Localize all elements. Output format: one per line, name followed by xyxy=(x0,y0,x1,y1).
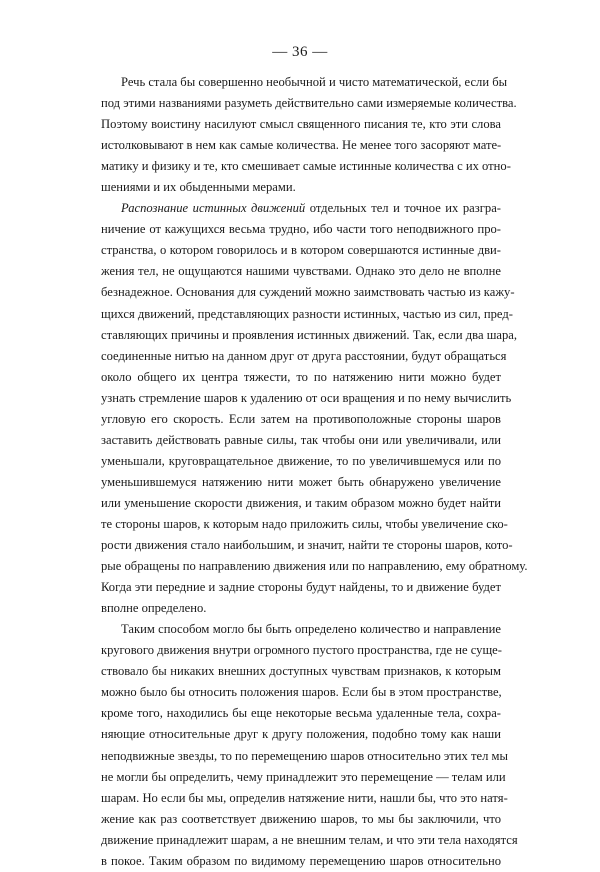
text-line: уменьшившемуся натяжению нити может быть обнаружено увеличение xyxy=(101,474,501,489)
text-line: угловую его скорость. Если затем на противоположные стороны шаров xyxy=(101,411,501,426)
text-line: Таким способом могло бы быть определено количество и направление xyxy=(121,622,501,637)
paragraph xyxy=(101,198,528,619)
text-line: Речь стала бы совершенно необычной и чисто математической, если бы xyxy=(121,75,508,89)
italic-lead: Распознание истинных движений xyxy=(121,201,306,216)
text-line: соединенные нитью на данном друг от друга расстоянии, будут обращаться xyxy=(101,348,507,363)
text-line: шарам. Но если бы мы, определив натяжение нити, нашли бы, что это натя- xyxy=(101,790,508,805)
text-line: странства, о котором говорилось и в котором совершаются истинные дви- xyxy=(101,243,501,258)
page-number: — 36 — xyxy=(272,44,328,60)
text-line: заставить действовать равные силы, так чтобы они или увеличивали, или xyxy=(101,432,501,447)
text-line: те стороны шаров, к которым надо приложить силы, чтобы увеличение ско- xyxy=(101,516,508,531)
text-line: ствовало бы никаких внешних доступных чувствам признаков, к которым xyxy=(101,664,501,679)
body-text xyxy=(101,72,528,872)
text-line: няющие относительные друг к другу положения, подобно тому как наши xyxy=(101,727,501,742)
text-line: истолковывают в нем как самые количества. Не менее того засоряют мате- xyxy=(101,138,502,153)
line-rest: отдельных тел и точное их разгра- xyxy=(305,201,501,216)
paragraph xyxy=(101,619,518,872)
text-line: вполне определено. xyxy=(101,601,207,616)
paragraph xyxy=(101,72,517,198)
text-line: уменьшали, круговращательное движение, то по увеличившемуся или по xyxy=(101,453,501,468)
text-line: ничение от кажущихся весьма трудно, ибо части того неподвижного про- xyxy=(101,222,501,237)
text-line: можно было бы относить положения шаров. Если бы в этом пространстве, xyxy=(101,685,502,700)
text-line: Когда эти передние и задние стороны будут найдены, то и движение будет xyxy=(101,580,501,595)
text-line: безнадежное. Основания для суждений можно заимствовать частью из кажу- xyxy=(101,285,515,300)
text-line: узнать стремление шаров к удалению от оси вращения и по нему вычислить xyxy=(101,390,512,405)
text-line: кроме того, находились бы еще некоторые весьма удаленные тела, сохра- xyxy=(101,706,501,721)
text-line: не могли бы определить, чему принадлежит это перемещение — телам или xyxy=(101,769,506,784)
text-line: или уменьшение скорости движения, и таким образом можно будет найти xyxy=(101,495,501,510)
text-line: ставляющих причины и проявления истинных движений. Так, если два шара, xyxy=(101,327,518,342)
text-line: под этими названиями разуметь действительно сами измеряемые количества. xyxy=(101,96,517,111)
text-line: движение принадлежит шарам, а не внешним телам, и что эти тела находятся xyxy=(101,832,518,847)
text-line: рости движения стало наибольшим, и значит, найти те стороны шаров, кото- xyxy=(101,538,513,553)
text-line: жение как раз соответствует движению шаров, то мы бы заключили, что xyxy=(101,811,501,826)
text-line xyxy=(101,198,501,219)
text-line: жения тел, не ощущаются нашими чувствами. Однако это дело не вполне xyxy=(101,264,501,279)
text-line: шениями и их обыденными мерами. xyxy=(101,180,296,195)
text-line: кругового движения внутри огромного пустого пространства, где не суще- xyxy=(101,643,502,658)
text-line: рые обращены по направлению движения или по направлению, ему обратному. xyxy=(101,559,528,574)
text-line: щихся движений, представляющих разности истинных, частью из сил, пред- xyxy=(101,306,513,321)
text-line: в покое. Таким образом по видимому перемещению шаров относительно xyxy=(101,853,501,868)
text-line: матику и физику и те, кто смешивает самые истинные количества с их отно- xyxy=(101,159,511,174)
text-line: около общего их центра тяжести, то по натяжению нити можно будет xyxy=(101,369,501,384)
text-line: неподвижные звезды, то по перемещению шаров относительно этих тел мы xyxy=(101,748,508,763)
text-line: Поэтому воистину насилуют смысл священного писания те, кто эти слова xyxy=(101,117,501,132)
